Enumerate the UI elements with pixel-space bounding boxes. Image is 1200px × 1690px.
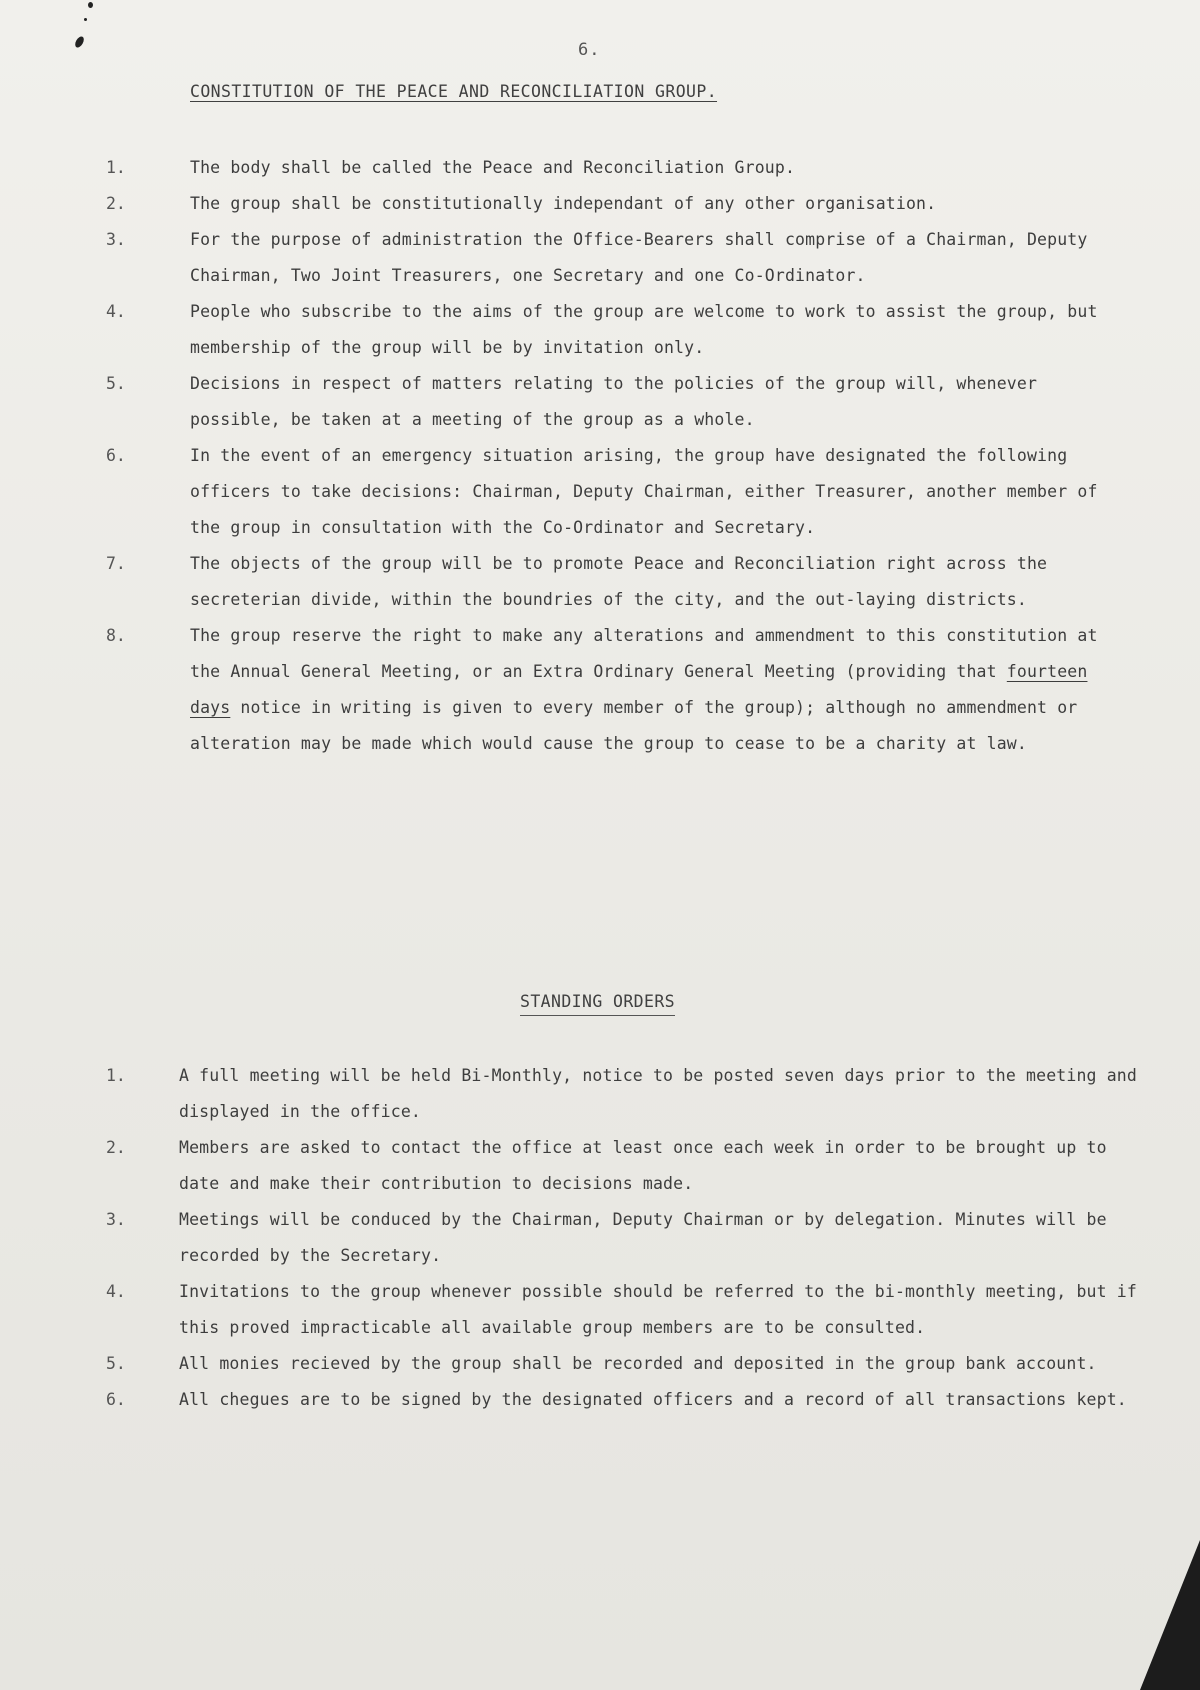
item-text: For the purpose of administration the Office-Bearers shall comprise of a Chairman, Deputy Chairman, Two Joint Treasurers, one Secretary and one Co-Ordinator. <box>190 230 1088 285</box>
item-text: People who subscribe to the aims of the group are welcome to work to assist the group, but membership of the group will be by invitation only. <box>190 302 1098 357</box>
item-text: Members are asked to contact the office at least once each week in order to be brought up to date and make their contribution to decisions made. <box>179 1138 1107 1193</box>
item-number: 2. <box>106 194 126 213</box>
ink-mark <box>73 35 85 49</box>
list-item <box>0 186 1200 222</box>
underlined-notice-period: fourteen days <box>190 662 1088 717</box>
list-item <box>0 222 1200 294</box>
list-item <box>0 1274 1200 1346</box>
item-text: In the event of an emergency situation arising, the group have designated the following officers to take decisions: Chairman, Deputy Chairman, either Treasurer, another member of the group in consultation with the Co-Ordinator and Secretary. <box>190 446 1098 537</box>
item-text: Meetings will be conduced by the Chairman, Deputy Chairman or by delegation. Minutes will be recorded by the Secretary. <box>179 1210 1107 1265</box>
standing-orders-list <box>0 1058 1200 1418</box>
item-text-part: notice in writing is given to every member of the group); although no ammendment or alteration may be made which would cause the group to cease to be a charity at law. <box>190 698 1078 753</box>
page-title: CONSTITUTION OF THE PEACE AND RECONCILIATION GROUP. <box>190 82 718 101</box>
item-number: 3. <box>106 230 126 249</box>
ink-mark <box>84 18 87 21</box>
list-item <box>0 366 1200 438</box>
item-number: 6. <box>106 446 126 465</box>
list-item <box>0 1202 1200 1274</box>
list-item <box>0 294 1200 366</box>
item-number: 4. <box>106 1282 126 1301</box>
item-number: 1. <box>106 158 126 177</box>
item-text: The body shall be called the Peace and Reconciliation Group. <box>190 158 796 177</box>
item-text: The group shall be constitutionally independant of any other organisation. <box>190 194 937 213</box>
item-text: All monies recieved by the group shall be recorded and deposited in the group bank account. <box>179 1354 1097 1373</box>
item-number: 5. <box>106 374 126 393</box>
standing-orders-heading: STANDING ORDERS <box>520 992 675 1016</box>
list-item <box>0 1346 1200 1382</box>
item-number: 7. <box>106 554 126 573</box>
item-number: 1. <box>106 1066 126 1085</box>
list-item <box>0 1382 1200 1418</box>
constitution-list <box>0 150 1200 762</box>
item-text: Decisions in respect of matters relating to the policies of the group will, whenever possible, be taken at a meeting of the group as a whole. <box>190 374 1038 429</box>
item-number: 3. <box>106 1210 126 1229</box>
list-item <box>0 1058 1200 1130</box>
list-item <box>0 438 1200 546</box>
item-number: 5. <box>106 1354 126 1373</box>
page-number: 6. <box>578 40 601 60</box>
item-number: 2. <box>106 1138 126 1157</box>
list-item <box>0 618 1200 762</box>
list-item <box>0 546 1200 618</box>
item-number: 4. <box>106 302 126 321</box>
item-number: 8. <box>106 626 126 645</box>
list-item <box>0 1130 1200 1202</box>
item-text-part: The group reserve the right to make any alterations and ammendment to this constitution at the Annual General Meeting, or an Extra Ordinary General Meeting (providing that <box>190 626 1098 681</box>
ink-mark <box>88 2 93 8</box>
page-corner-shadow <box>1140 1540 1200 1690</box>
item-number: 6. <box>106 1390 126 1409</box>
item-text: All chegues are to be signed by the designated officers and a record of all transactions kept. <box>179 1390 1127 1409</box>
item-text: A full meeting will be held Bi-Monthly, notice to be posted seven days prior to the meeting and displayed in the office. <box>179 1066 1137 1121</box>
item-text: Invitations to the group whenever possible should be referred to the bi-monthly meeting, but if this proved impracticable all available group members are to be consulted. <box>179 1282 1137 1337</box>
list-item <box>0 150 1200 186</box>
item-text: The objects of the group will be to promote Peace and Reconciliation right across the secreterian divide, within the boundries of the city, and the out-laying districts. <box>190 554 1048 609</box>
item-text <box>190 618 1130 762</box>
